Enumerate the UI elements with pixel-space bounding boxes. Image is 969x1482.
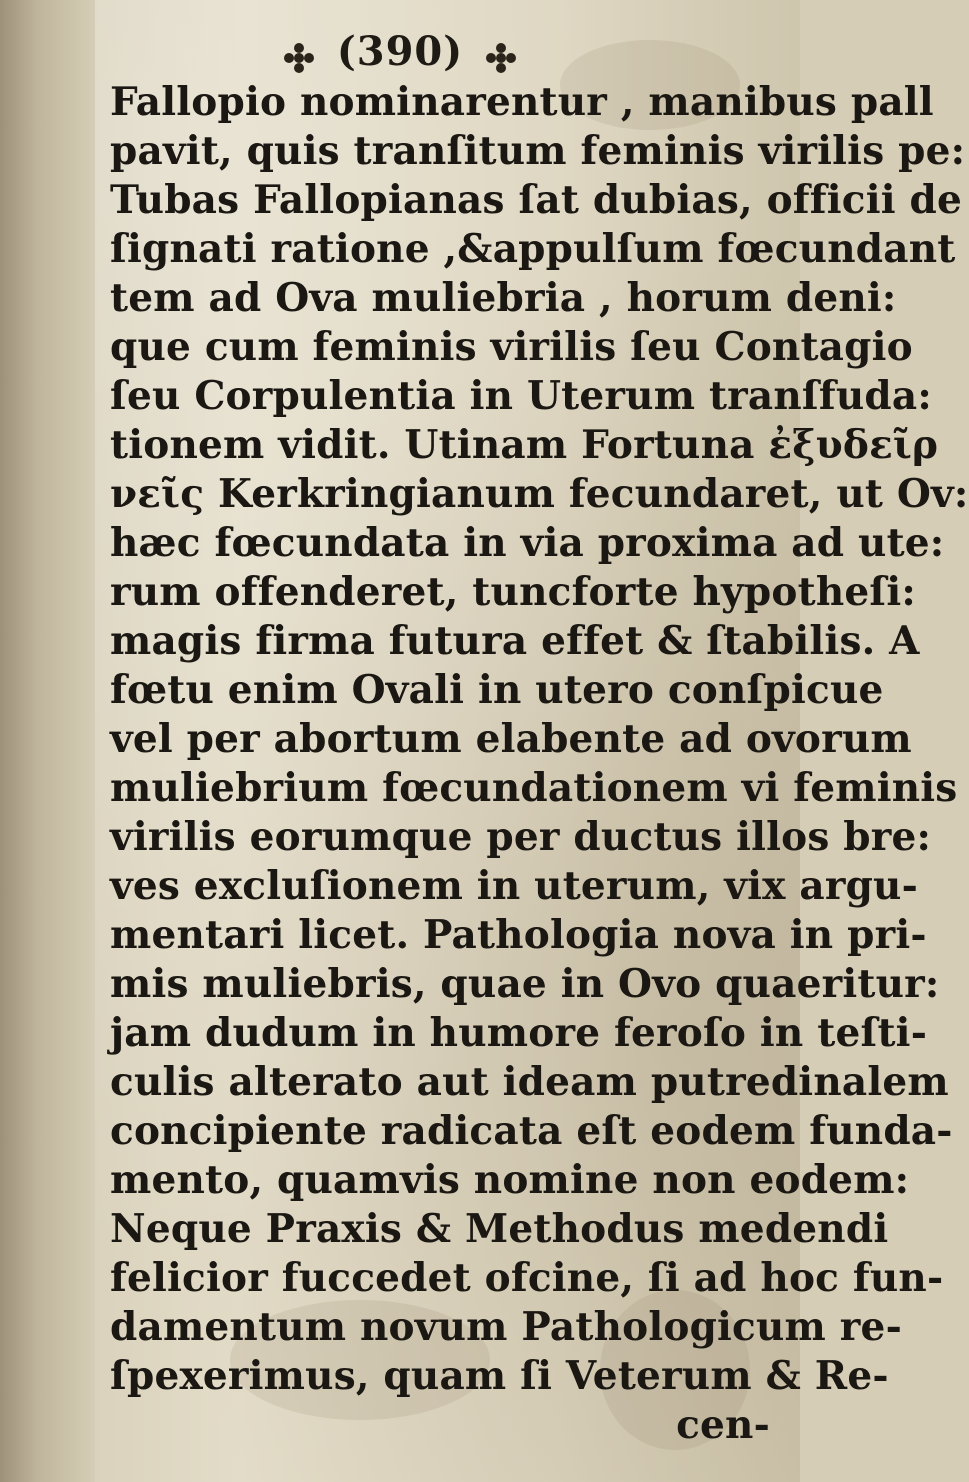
- text-line: tem ad Ova muliebria , horum deni:: [110, 275, 897, 321]
- text-line: culis alterato aut ideam putredinalem: [110, 1059, 949, 1105]
- text-line: mis muliebris, quae in Ovo quaeritur:: [110, 961, 940, 1007]
- text-line: Neque Praxis & Methodus medendi: [110, 1206, 889, 1252]
- catchword: cen-: [676, 1402, 770, 1448]
- body-text: [110, 78, 969, 1450]
- floral-ornament-icon: [282, 38, 316, 72]
- floral-ornament-icon: [484, 38, 518, 72]
- text-line: jam dudum in humore feroſo in teſti-: [110, 1010, 928, 1056]
- text-line: mentari licet. Pathologia nova in pri-: [110, 912, 927, 958]
- text-line: ſignati ratione ,&appulſum fœcundant: [110, 226, 956, 272]
- text-line: tionem vidit. Utinam Fortuna ἐξυδεῖρ: [110, 422, 939, 468]
- text-line: pavit, quis tranſitum feminis virilis pe:: [110, 128, 966, 174]
- text-line: fœtu enim Ovali in utero conſpicue: [110, 667, 884, 713]
- text-line: ſeu Corpulentia in Uterum tranſfuda:: [110, 373, 932, 419]
- text-line: hæc fœcundata in via proxima ad ute:: [110, 520, 945, 566]
- text-line: que cum feminis virilis ſeu Contagio: [110, 324, 913, 370]
- text-line: virilis eorumque per ductus illos bre:: [110, 814, 932, 860]
- text-line: magis firma futura effet & ſtabilis. A: [110, 618, 920, 664]
- text-line: Fallopio nominarentur , manibus pall: [110, 79, 934, 125]
- text-line: rum offenderet, tuncforte hypotheſi:: [110, 569, 916, 615]
- text-line: Tubas Fallopianas ſat dubias, officii de: [110, 177, 963, 223]
- text-line: ves excluſionem in uterum, vix argu-: [110, 863, 918, 909]
- page-number: (390): [336, 28, 464, 75]
- page-header: [0, 28, 800, 75]
- text-line: mento, quamvis nomine non eodem:: [110, 1157, 910, 1203]
- text-line: damentum novum Pathologicum re-: [110, 1304, 902, 1350]
- text-line: muliebrium fœcundationem vi feminis: [110, 765, 958, 811]
- text-line: concipiente radicata eſt eodem funda-: [110, 1108, 953, 1154]
- text-line: vel per abortum elabente ad ovorum: [110, 716, 912, 762]
- text-line: ſpexerimus, quam ſi Veterum & Re-: [110, 1353, 889, 1399]
- page-gutter-shadow: [0, 0, 95, 1482]
- text-line: νεῖς Kerkringianum fecundaret, ut Ov:: [110, 471, 969, 517]
- text-line: felicior fuccedet ofcine, ſi ad hoc fun-: [110, 1255, 944, 1301]
